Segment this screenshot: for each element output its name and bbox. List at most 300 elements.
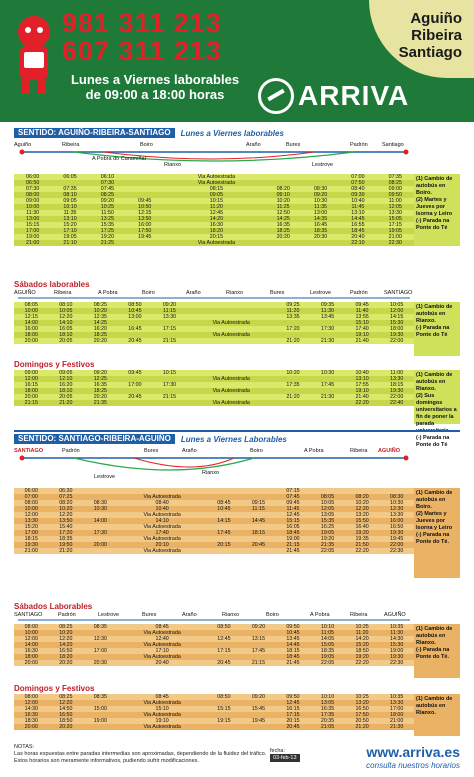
table-cell: 11:40 xyxy=(345,308,380,314)
stop-label: Padrón xyxy=(350,290,368,296)
table-cell: 19:45 xyxy=(241,718,276,724)
table-cell: 11:35 xyxy=(302,204,339,210)
table-cell: 09:45 xyxy=(118,370,153,376)
publication-date xyxy=(270,748,314,762)
table-cell: 19:20 xyxy=(345,530,380,536)
table-cell: 13:35 xyxy=(276,314,311,320)
notes-saturday-1 xyxy=(414,302,460,356)
table-cell: 20:20 xyxy=(83,394,118,400)
table-cell: 09:20 xyxy=(152,302,187,308)
table-cell: 17:00 xyxy=(379,706,414,712)
table-row xyxy=(14,400,414,406)
table-cell: 10:25 xyxy=(89,204,126,210)
table-cell: 10:30 xyxy=(310,370,345,376)
table-cell: Via Autoestrada xyxy=(187,332,276,338)
table-cell: 21:00 xyxy=(377,234,414,240)
table-cell: 08:00 xyxy=(14,624,49,630)
table-cell: 12:20 xyxy=(345,506,380,512)
table-cell: 14:20 xyxy=(49,642,84,648)
table-cell: 12:00 xyxy=(14,376,49,382)
table-cell: Via Autoestrada xyxy=(118,630,207,636)
header-banner xyxy=(0,0,474,122)
table-cell: 13:30 xyxy=(379,700,414,706)
stop-label: Padrón xyxy=(58,612,76,618)
table-cell: 21:30 xyxy=(379,724,414,730)
stop-label: Boiro xyxy=(142,290,155,296)
table-cell: 16:30 xyxy=(168,222,264,228)
table-cell: 17:00 xyxy=(118,382,153,388)
table-cell: 20:50 xyxy=(345,718,380,724)
note-item: (1) Cambio de autobús en Rianxo. xyxy=(416,626,453,646)
table-cell: 15:45 xyxy=(241,706,276,712)
table-cell: 14:10 xyxy=(49,320,84,326)
arriva-logo-icon xyxy=(258,78,294,114)
table-cell: 08:30 xyxy=(379,494,414,500)
saturday-title-1: Sábados laborables xyxy=(14,280,90,289)
table-cell: 09:10 xyxy=(265,192,302,198)
table-cell: 13:50 xyxy=(49,518,84,524)
table-cell: 18:35 xyxy=(302,228,339,234)
table-cell: 17:40 xyxy=(118,530,207,536)
timetable-saturday-2 xyxy=(14,624,414,666)
table-cell: 12:20 xyxy=(49,314,84,320)
table-cell: 14:00 xyxy=(14,320,49,326)
table-cell: 16:15 xyxy=(14,382,49,388)
table-row xyxy=(14,660,414,666)
table-cell: 20:00 xyxy=(14,724,49,730)
table-cell: 12:30 xyxy=(83,636,118,642)
table-cell: 17:15 xyxy=(152,326,187,332)
table-cell: 17:15 xyxy=(207,648,242,654)
table-cell: 12:20 xyxy=(49,636,84,642)
table-cell: 17:45 xyxy=(310,382,345,388)
table-cell: 10:20 xyxy=(265,198,302,204)
table-cell: 16:50 xyxy=(49,712,84,718)
destination-2: Ribeira xyxy=(411,27,462,44)
table-cell: 18:25 xyxy=(83,332,118,338)
table-cell: 21:45 xyxy=(276,548,311,554)
table-cell: 18:15 xyxy=(379,382,414,388)
sunday-title-2: Domingos y Festivos xyxy=(14,684,95,693)
table-cell: 11:20 xyxy=(276,308,311,314)
table-cell: 12:05 xyxy=(377,204,414,210)
table-cell: 08:30 xyxy=(302,186,339,192)
note-item: (2) Martes y Jueves por Isorna y Leiro xyxy=(416,511,453,531)
table-cell: 18:30 xyxy=(14,718,49,724)
table-cell: 08:25 xyxy=(49,624,84,630)
section-aguino-santiago-header xyxy=(14,128,460,138)
table-cell: 13:25 xyxy=(89,216,126,222)
table-cell: Via Autoestrada xyxy=(118,548,207,554)
table-cell: 10:50 xyxy=(126,204,163,210)
footer-note-1: Las horas expuestas entre paradas intermedias son aproximadas, dependiendo de la fluidez del tráfico. xyxy=(14,751,267,757)
table-cell: 09:00 xyxy=(14,370,49,376)
table-cell: 15:35 xyxy=(310,518,345,524)
table-cell: 08:15 xyxy=(168,186,264,192)
table-cell: 14:05 xyxy=(310,636,345,642)
stop-label: A Pobra xyxy=(310,612,330,618)
table-cell: 20:40 xyxy=(118,660,207,666)
table-cell: 18:25 xyxy=(265,228,302,234)
table-cell: 08:00 xyxy=(14,500,49,506)
notes-weekday-1 xyxy=(414,174,460,246)
table-cell: 15:40 xyxy=(49,524,84,530)
timetable-saturday-1 xyxy=(14,302,414,344)
table-cell: 19:30 xyxy=(379,530,414,536)
table-cell: 15:15 xyxy=(276,518,311,524)
table-cell: 08:20 xyxy=(345,494,380,500)
website-url[interactable]: www.arriva.es xyxy=(366,744,460,760)
table-cell: 21:00 xyxy=(379,718,414,724)
table-cell: 19:30 xyxy=(379,332,414,338)
table-cell: Via Autoestrada xyxy=(118,724,207,730)
note-item: (-) Parada na Ponte do Té xyxy=(416,435,450,448)
arriva-logo-text: ARRIVA xyxy=(298,80,410,111)
table-cell: 08:10 xyxy=(49,302,84,308)
table-cell: Via Autoestrada xyxy=(187,320,276,326)
table-cell: 12:00 xyxy=(14,700,49,706)
table-cell: 07:45 xyxy=(89,186,126,192)
table-cell: 16:40 xyxy=(345,524,380,530)
table-cell: 11:30 xyxy=(14,210,51,216)
table-cell: 19:00 xyxy=(83,718,118,724)
table-cell: 10:20 xyxy=(83,308,118,314)
table-cell: 20:35 xyxy=(310,718,345,724)
note-item: (1) Cambio de autobús en Rianxo. xyxy=(416,696,453,716)
table-cell: 10:20 xyxy=(49,506,84,512)
table-cell: 11:15 xyxy=(241,506,276,512)
stop-label: Santiago xyxy=(382,142,404,148)
table-cell: 17:15 xyxy=(377,222,414,228)
table-cell: 20:30 xyxy=(302,234,339,240)
table-cell: 22:00 xyxy=(379,542,414,548)
table-cell: 09:05 xyxy=(168,192,264,198)
table-cell: 13:10 xyxy=(339,210,376,216)
stop-label: AGUIÑO xyxy=(14,290,36,296)
table-cell: 21:50 xyxy=(345,542,380,548)
section-direction: SENTIDO: SANTIAGO-RIBEIRA-AGUIÑO xyxy=(14,434,175,444)
table-cell xyxy=(152,400,187,406)
table-cell: 06:00 xyxy=(14,488,49,494)
table-cell: 12:00 xyxy=(14,636,49,642)
table-cell: 13:30 xyxy=(14,518,49,524)
table-cell: 16:35 xyxy=(83,382,118,388)
route-diagram-1 xyxy=(14,140,414,172)
table-cell: 19:10 xyxy=(118,718,207,724)
table-cell: 09:50 xyxy=(276,624,311,630)
table-cell: Via Autoestrada xyxy=(168,180,264,186)
table-cell: 19:30 xyxy=(379,654,414,660)
table-cell: 20:30 xyxy=(83,660,118,666)
table-cell: 15:15 xyxy=(207,706,242,712)
table-cell: 21:05 xyxy=(310,724,345,730)
table-cell: 11:45 xyxy=(339,204,376,210)
table-cell: 08:25 xyxy=(89,192,126,198)
table-cell: 09:15 xyxy=(241,500,276,506)
table-cell: 12:00 xyxy=(379,308,414,314)
stop-label: Bures xyxy=(286,142,301,148)
destination-3: Santiago xyxy=(398,44,462,61)
table-cell: 16:20 xyxy=(83,326,118,332)
stop-label: Araño xyxy=(182,448,197,454)
table-cell: Via Autoestrada xyxy=(118,642,207,648)
footer-notes xyxy=(14,744,274,765)
table-cell: 21:40 xyxy=(345,394,380,400)
date-value: 03-feb-13 xyxy=(270,754,300,762)
stop-label: Lestrove xyxy=(312,162,334,168)
table-cell: 08:35 xyxy=(83,624,118,630)
table-cell: 08:00 xyxy=(14,192,51,198)
table-cell: 17:35 xyxy=(310,712,345,718)
table-cell: 09:50 xyxy=(377,192,414,198)
table-cell: 12:20 xyxy=(49,512,84,518)
table-cell: 13:10 xyxy=(51,216,88,222)
table-cell: 13:05 xyxy=(310,700,345,706)
table-cell: 08:10 xyxy=(51,192,88,198)
table-cell: 15:35 xyxy=(89,222,126,228)
table-cell: 18:00 xyxy=(14,654,49,660)
table-cell: 18:10 xyxy=(49,388,84,394)
table-cell: 10:40 xyxy=(345,370,380,376)
table-cell: 18:45 xyxy=(339,228,376,234)
table-cell xyxy=(265,240,302,246)
table-cell: 08:05 xyxy=(310,494,345,500)
phone-mascot-icon xyxy=(8,10,60,100)
table-cell: 10:15 xyxy=(152,370,187,376)
table-cell: 07:50 xyxy=(339,180,376,186)
table-cell: 16:20 xyxy=(49,382,84,388)
table-cell: 10:00 xyxy=(14,204,51,210)
table-cell: 15:20 xyxy=(14,524,49,530)
table-cell: 13:10 xyxy=(345,376,380,382)
table-cell: 09:35 xyxy=(310,302,345,308)
table-cell: 10:10 xyxy=(310,624,345,630)
notes-weekday-2 xyxy=(414,488,460,578)
table-cell: 16:45 xyxy=(302,222,339,228)
table-cell: Via Autoestrada xyxy=(118,524,207,530)
table-cell: 13:30 xyxy=(379,376,414,382)
table-cell: 10:00 xyxy=(14,308,49,314)
table-cell: 14:25 xyxy=(265,216,302,222)
table-cell: 11:00 xyxy=(379,370,414,376)
table-cell: 16:05 xyxy=(49,326,84,332)
website-link[interactable] xyxy=(366,745,460,773)
table-cell: 08:00 xyxy=(14,694,49,700)
table-cell: 17:00 xyxy=(14,530,49,536)
table-cell: 13:30 xyxy=(152,314,187,320)
table-cell: 09:20 xyxy=(302,192,339,198)
table-cell xyxy=(310,400,345,406)
table-cell: 10:05 xyxy=(379,302,414,308)
table-cell: 06:00 xyxy=(14,174,51,180)
timetable-weekday-2 xyxy=(14,488,414,554)
table-cell: 20:20 xyxy=(49,724,84,730)
table-cell: 19:35 xyxy=(345,536,380,542)
table-cell: 07:30 xyxy=(89,180,126,186)
table-cell: 19:20 xyxy=(345,654,380,660)
table-cell: 19:30 xyxy=(379,388,414,394)
table-cell: 18:25 xyxy=(83,388,118,394)
table-cell: 15:05 xyxy=(310,642,345,648)
table-cell: 10:25 xyxy=(345,624,380,630)
table-cell: 13:00 xyxy=(302,210,339,216)
table-cell xyxy=(241,548,276,554)
table-cell: 20:45 xyxy=(207,660,242,666)
table-cell: 10:20 xyxy=(49,630,84,636)
table-cell: Via Autoestrada xyxy=(118,654,207,660)
table-cell: 11:25 xyxy=(265,204,302,210)
table-cell xyxy=(83,724,118,730)
table-cell: 12:15 xyxy=(126,210,163,216)
table-cell: 16:55 xyxy=(339,222,376,228)
table-cell xyxy=(118,400,153,406)
table-cell: 08:50 xyxy=(207,694,242,700)
table-cell: 08:05 xyxy=(14,302,49,308)
stop-label: Aguiño xyxy=(14,142,32,148)
stop-label: Boiro xyxy=(140,142,153,148)
table-cell: 16:00 xyxy=(379,518,414,524)
table-cell: 21:30 xyxy=(310,338,345,344)
table-cell: 14:10 xyxy=(118,518,207,524)
table-cell: 21:20 xyxy=(49,548,84,554)
table-cell: 09:20 xyxy=(83,370,118,376)
timetable-weekday-1 xyxy=(14,174,414,246)
section-days: Lunes a Viernes Laborables xyxy=(180,434,287,444)
table-cell: 13:05 xyxy=(310,512,345,518)
table-cell: 12:35 xyxy=(83,314,118,320)
table-cell: 11:20 xyxy=(345,630,380,636)
table-cell: 17:30 xyxy=(310,326,345,332)
table-cell: 20:05 xyxy=(49,338,84,344)
table-cell: 18:50 xyxy=(345,648,380,654)
table-cell: 22:20 xyxy=(345,400,380,406)
table-cell: 18:45 xyxy=(276,654,311,660)
footer-notes-title: NOTAS: xyxy=(14,744,35,750)
table-cell: 13:00 xyxy=(118,314,153,320)
table-cell: 20:05 xyxy=(49,394,84,400)
table-cell: 21:35 xyxy=(310,542,345,548)
table-cell: 11:00 xyxy=(377,198,414,204)
table-cell: 18:35 xyxy=(310,648,345,654)
table-cell: 10:15 xyxy=(168,198,264,204)
table-cell: 07:00 xyxy=(339,174,376,180)
table-cell: 10:20 xyxy=(276,370,311,376)
stop-label: Padrón xyxy=(350,142,368,148)
table-cell: Via Autoestrada xyxy=(118,700,207,706)
table-cell: 12:10 xyxy=(49,376,84,382)
table-cell: 19:10 xyxy=(345,388,380,394)
table-cell xyxy=(187,338,276,344)
website-tagline: consulta nuestros horarios xyxy=(366,761,460,770)
table-cell: 09:45 xyxy=(126,198,163,204)
stop-label: Lestrove xyxy=(98,612,120,618)
table-cell: 07:35 xyxy=(377,174,414,180)
stop-label: Bures xyxy=(144,448,159,454)
table-cell: 08:35 xyxy=(83,694,118,700)
stop-label: A Pobra xyxy=(98,290,118,296)
table-cell: 20:45 xyxy=(241,542,276,548)
stop-label: Araño xyxy=(246,142,261,148)
table-cell: 22:30 xyxy=(379,660,414,666)
table-cell: 14:15 xyxy=(207,518,242,524)
table-cell: 12:45 xyxy=(168,210,264,216)
table-cell: 10:20 xyxy=(345,500,380,506)
note-item: (-) Parada na Ponte do Té xyxy=(416,325,450,338)
table-cell: 18:50 xyxy=(49,718,84,724)
table-cell: 17:10 xyxy=(118,648,207,654)
notes-saturday-2 xyxy=(414,624,460,678)
stop-label: Lestrove xyxy=(94,474,116,480)
table-cell: 15:30 xyxy=(379,642,414,648)
table-cell: Via Autoestrada xyxy=(168,174,264,180)
stop-label: AGUIÑO xyxy=(378,448,400,454)
phone-number-2[interactable]: 607 311 213 xyxy=(62,36,222,66)
note-item: (2) Martes y Jueves por Isorna y Leiro xyxy=(416,197,453,217)
table-cell: 19:20 xyxy=(310,536,345,542)
destination-list xyxy=(372,10,462,61)
stop-label: SANTIAGO xyxy=(384,290,413,296)
table-cell: 21:30 xyxy=(310,394,345,400)
table-cell: 19:05 xyxy=(51,234,88,240)
table-cell: 06:10 xyxy=(89,174,126,180)
table-cell: 10:45 xyxy=(276,630,311,636)
footer-note-2: Estos horarios son meramente informativos, pudiendo sufrir modificaciones. xyxy=(14,758,199,764)
phone-number-1[interactable]: 981 311 213 xyxy=(62,8,222,38)
table-cell xyxy=(126,240,163,246)
stop-label: SANTIAGO xyxy=(14,612,43,618)
stop-label: Ribeira xyxy=(350,448,368,454)
table-cell: 18:15 xyxy=(14,536,49,542)
table-cell: 09:45 xyxy=(345,302,380,308)
table-cell: Via Autoestrada xyxy=(118,712,207,718)
table-cell: 18:35 xyxy=(49,536,84,542)
service-hours xyxy=(60,72,250,102)
table-cell: 11:45 xyxy=(276,506,311,512)
table-cell: 13:30 xyxy=(377,210,414,216)
table-cell: 07:00 xyxy=(14,494,49,500)
table-cell xyxy=(241,724,276,730)
table-cell: 16:05 xyxy=(276,524,311,530)
table-cell: 09:45 xyxy=(276,500,311,506)
service-hours-days: Lunes a Viernes laborables xyxy=(70,72,240,87)
table-cell: 10:45 xyxy=(207,506,242,512)
route-diagram-2 xyxy=(14,446,414,486)
table-cell: 15:10 xyxy=(118,706,207,712)
table-cell: 16:30 xyxy=(14,648,49,654)
section-days: Lunes a Viernes laborables xyxy=(180,128,284,138)
sunday-title-1: Domingos y Festivos xyxy=(14,360,95,369)
table-cell: 20:20 xyxy=(265,234,302,240)
table-cell: 21:15 xyxy=(152,394,187,400)
table-cell: 13:20 xyxy=(345,512,380,518)
table-row xyxy=(14,548,414,554)
table-cell: 20:00 xyxy=(14,338,49,344)
table-cell xyxy=(276,400,311,406)
table-cell: 10:30 xyxy=(379,500,414,506)
table-cell: 11:05 xyxy=(310,630,345,636)
stop-label: AGUIÑO xyxy=(384,612,406,618)
table-cell: 20:20 xyxy=(83,338,118,344)
stop-label: Araño xyxy=(186,290,201,296)
note-item: (-) Parada na Ponte do Té. xyxy=(416,532,450,545)
table-cell: 22:10 xyxy=(339,240,376,246)
table-cell: 08:40 xyxy=(339,186,376,192)
table-cell: 06:50 xyxy=(14,180,51,186)
table-cell: 17:45 xyxy=(207,530,242,536)
table-cell: 20:45 xyxy=(118,338,153,344)
table-cell: 17:30 xyxy=(83,530,118,536)
table-cell: 12:50 xyxy=(265,210,302,216)
